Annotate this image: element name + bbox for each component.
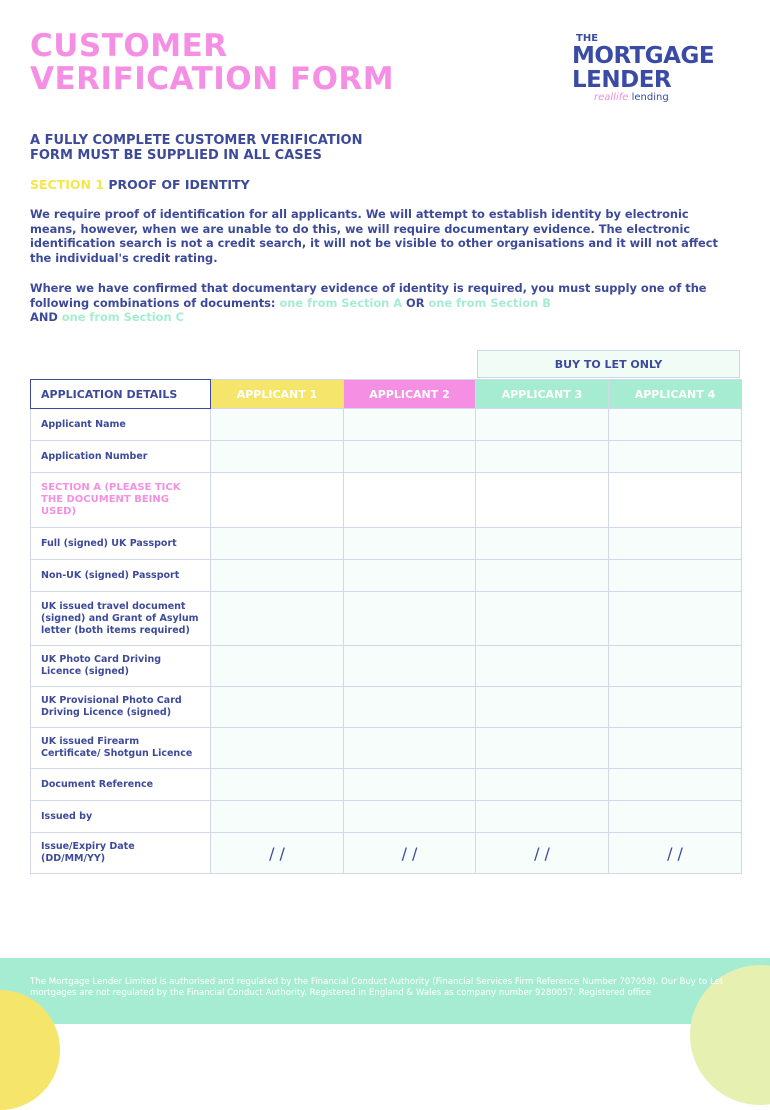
table-header-row [31,380,742,409]
uk-passport-tick-2[interactable] [344,528,476,560]
uk-passport-tick-4[interactable] [609,528,742,560]
section-number: SECTION 1 [30,177,105,192]
firearm-certificate-tick-3[interactable] [476,728,609,769]
photo-licence-tick-1[interactable] [211,646,344,687]
logo-word-lender: LENDER [572,67,672,93]
row-label-applicant-name: Applicant Name [31,409,211,441]
documents-paragraph: Where we have confirmed that documentary evidence of identity is required, you must supply one of the following combinations of documents: one from Section A OR one from Section B AND one from Section C [30,281,707,325]
non-uk-passport-tick-1[interactable] [211,560,344,592]
uk-passport-tick-1[interactable] [211,528,344,560]
document-reference-field-4[interactable] [609,769,742,801]
row-label-document-reference: Document Reference [31,769,211,801]
buy-to-let-only-label: BUY TO LET ONLY [477,350,740,378]
non-uk-passport-tick-2[interactable] [344,560,476,592]
travel-document-tick-3[interactable] [476,592,609,646]
provisional-licence-tick-1[interactable] [211,687,344,728]
row-label-travel-document: UK issued travel document (signed) and Grant of Asylum letter (both items required) [31,592,211,646]
table-row [31,801,742,833]
row-label-non-uk-passport: Non-UK (signed) Passport [31,560,211,592]
section-a-cell-4 [609,473,742,528]
header-application-details: APPLICATION DETAILS [31,380,211,409]
application-number-field-1[interactable] [211,441,344,473]
section-a-cell-3 [476,473,609,528]
row-label-issued-by: Issued by [31,801,211,833]
firearm-certificate-tick-2[interactable] [344,728,476,769]
mortgage-lender-logo [572,33,747,108]
non-uk-passport-tick-3[interactable] [476,560,609,592]
intro-paragraph: We require proof of identification for all applicants. We will attempt to establish identity by electronic means, however, when we are unable to do this, we will require documentary evidence. The electronic identification search is not a credit search, it will not be visible to other organisations and it will not affect the individual's credit rating. [30,207,718,265]
header-applicant-1: APPLICANT 1 [211,380,344,409]
form-title [30,30,394,96]
issue-expiry-date-field-1[interactable]: / / [211,833,344,874]
row-label-photo-driving-licence: UK Photo Card Driving Licence (signed) [31,646,211,687]
table-row [31,592,742,646]
verification-table [30,379,742,874]
document-reference-field-1[interactable] [211,769,344,801]
logo-the: THE [576,33,599,44]
section-a-label: SECTION A (PLEASE TICK THE DOCUMENT BEING USED) [31,473,211,528]
section-a-cell-2 [344,473,476,528]
travel-document-tick-2[interactable] [344,592,476,646]
table-row [31,409,742,441]
issue-expiry-date-field-3[interactable]: / / [476,833,609,874]
header-applicant-2: APPLICANT 2 [344,380,476,409]
issued-by-field-4[interactable] [609,801,742,833]
row-label-uk-passport: Full (signed) UK Passport [31,528,211,560]
logo-word-mortgage: MORTGAGE [572,43,715,69]
table-row [31,441,742,473]
issued-by-field-3[interactable] [476,801,609,833]
table-row [31,687,742,728]
provisional-licence-tick-3[interactable] [476,687,609,728]
table-row [31,473,742,528]
firearm-certificate-tick-4[interactable] [609,728,742,769]
section-heading [30,177,250,192]
table-row [31,769,742,801]
row-label-issue-expiry-date: Issue/Expiry Date (DD/MM/YY) [31,833,211,874]
regulatory-footer-text: The Mortgage Lender Limited is authorised and regulated by the Financial Conduct Authority (Financial Services Firm Reference Number 707058). Our Buy to Let mortgages are not regulated by the Financial Conduct Authority. Registered in England & Wales as company number 9280057. Registered office [30,977,724,998]
non-uk-passport-tick-4[interactable] [609,560,742,592]
provisional-licence-tick-4[interactable] [609,687,742,728]
provisional-licence-tick-2[interactable] [344,687,476,728]
title-line-2: VERIFICATION FORM [30,61,395,97]
applicant-name-field-1[interactable] [211,409,344,441]
table-row [31,833,742,874]
uk-passport-tick-3[interactable] [476,528,609,560]
travel-document-tick-4[interactable] [609,592,742,646]
applicant-name-field-4[interactable] [609,409,742,441]
section-label: PROOF OF IDENTITY [108,177,250,192]
table-row [31,528,742,560]
issued-by-field-1[interactable] [211,801,344,833]
application-number-field-2[interactable] [344,441,476,473]
photo-licence-tick-2[interactable] [344,646,476,687]
application-number-field-4[interactable] [609,441,742,473]
issue-expiry-date-field-4[interactable]: / / [609,833,742,874]
photo-licence-tick-4[interactable] [609,646,742,687]
issue-expiry-date-field-2[interactable]: / / [344,833,476,874]
logo-tagline: reallife lending [594,92,669,103]
row-label-provisional-licence: UK Provisional Photo Card Driving Licence (signed) [31,687,211,728]
table-row [31,646,742,687]
applicant-name-field-2[interactable] [344,409,476,441]
document-reference-field-3[interactable] [476,769,609,801]
table-row [31,728,742,769]
issued-by-field-2[interactable] [344,801,476,833]
firearm-certificate-tick-1[interactable] [211,728,344,769]
requirement-heading: A FULLY COMPLETE CUSTOMER VERIFICATION FORM MUST BE SUPPLIED IN ALL CASES [30,133,363,163]
document-reference-field-2[interactable] [344,769,476,801]
section-a-cell-1 [211,473,344,528]
table-row [31,560,742,592]
header-applicant-4: APPLICANT 4 [609,380,742,409]
application-number-field-3[interactable] [476,441,609,473]
title-line-1: CUSTOMER [30,28,228,64]
travel-document-tick-1[interactable] [211,592,344,646]
row-label-firearm-certificate: UK issued Firearm Certificate/ Shotgun Licence [31,728,211,769]
photo-licence-tick-3[interactable] [476,646,609,687]
applicant-name-field-3[interactable] [476,409,609,441]
row-label-application-number: Application Number [31,441,211,473]
header-applicant-3: APPLICANT 3 [476,380,609,409]
